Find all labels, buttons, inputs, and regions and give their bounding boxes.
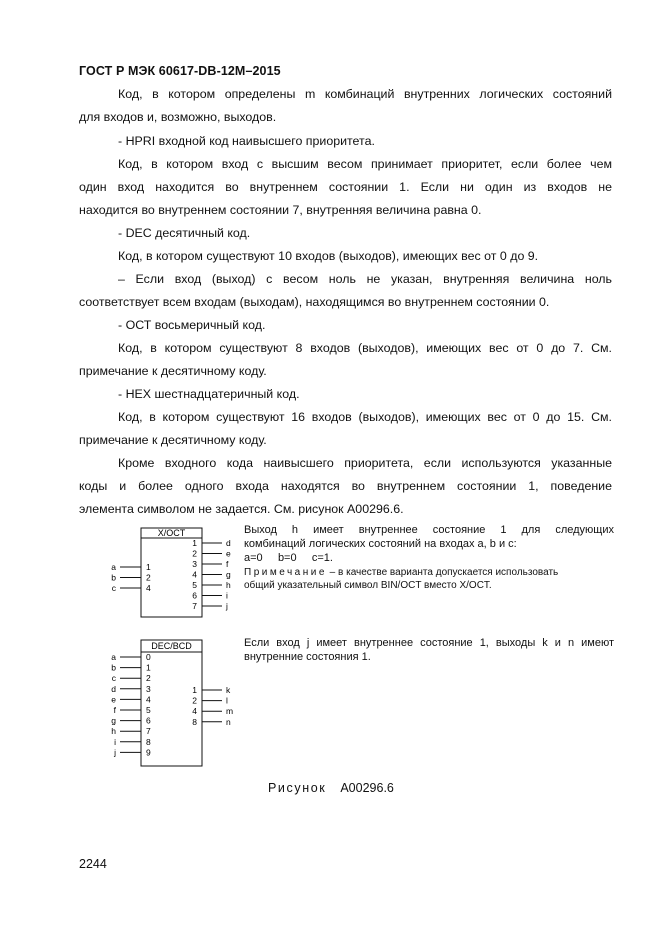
input-label: c <box>111 583 116 593</box>
x-oct-symbol <box>111 528 231 617</box>
input-label: b <box>111 662 116 673</box>
text-line: Кроме входного кода наивысшего приоритета, если используются указанные <box>118 456 612 470</box>
input-weight: 1 <box>146 662 151 673</box>
input-weight: 9 <box>146 747 151 758</box>
text-line: Код, в котором существуют 10 входов (выходов), имеющих вес от 0 до 9. <box>118 249 539 263</box>
input-label: f <box>113 705 116 715</box>
figure-caption <box>268 781 394 795</box>
output-weight: 1 <box>192 538 197 548</box>
input-label: d <box>111 683 116 694</box>
input-label: h <box>111 726 116 737</box>
output-label: l <box>226 695 228 706</box>
input-weight: 3 <box>146 683 151 694</box>
input-weight: 2 <box>146 673 151 684</box>
text-line: – Если вход (выход) с весом ноль не указан, внутренняя величина ноль <box>118 272 612 286</box>
output-weight: 5 <box>192 580 197 590</box>
input-label: g <box>111 715 116 726</box>
figure1-description: комбинаций логических состояний на входах a, b и c: <box>244 538 517 550</box>
output-label: f <box>226 559 229 569</box>
text-line: находится во внутреннем состоянии 7, внутренняя величина равна 0. <box>79 203 482 217</box>
input-weight: 7 <box>146 726 151 737</box>
input-weight: 4 <box>146 694 151 705</box>
page-number: 2244 <box>79 857 107 871</box>
input-weight: 0 <box>146 652 151 662</box>
output-label: d <box>226 538 231 548</box>
output-label: i <box>226 590 228 601</box>
output-weight: 3 <box>192 559 197 569</box>
caption-id: А00296.6 <box>340 781 394 795</box>
text-line: Код, в котором вход с высшим весом принимает приоритет, если более чем <box>118 157 612 171</box>
dec-bcd-title: DEC/BCD <box>151 641 192 651</box>
output-label: g <box>226 569 231 580</box>
text-line: для входов и, возможно, выходов. <box>79 110 277 124</box>
input-label: a <box>111 562 116 572</box>
output-label: k <box>226 685 231 695</box>
figure1-note: общий указательный символ BIN/OCT вместо X/OCT. <box>244 580 492 591</box>
output-label: j <box>226 601 228 611</box>
input-weight: 6 <box>146 715 151 726</box>
output-weight: 4 <box>192 569 197 580</box>
text-line: Код, в котором определены m комбинаций внутренних логических состояний <box>118 87 612 101</box>
figure2-description: внутренние состояния 1. <box>244 651 371 663</box>
input-label: a <box>111 652 116 662</box>
output-label: n <box>226 716 231 727</box>
text-line: соответствует всем входам (выходам), находящимся во внутреннем состоянии 0. <box>79 295 550 309</box>
figure1-values: a=0 b=0 c=1. <box>244 552 333 564</box>
output-weight: 4 <box>192 706 197 717</box>
text-line: Код, в котором существуют 16 входов (выходов), имеющих вес от 0 до 15. См. <box>118 410 612 424</box>
text-line: примечание к десятичному коду. <box>79 364 267 378</box>
text-line: примечание к десятичному коду. <box>79 433 267 447</box>
output-weight: 2 <box>192 548 197 559</box>
input-label: j <box>114 747 116 758</box>
output-weight: 8 <box>192 716 197 727</box>
input-label: b <box>111 572 116 583</box>
text-line: - DEC десятичный код. <box>118 226 251 240</box>
text-line: коды и более одного входа находятся во внутреннем состоянии 1, поведение <box>79 479 612 493</box>
input-weight: 4 <box>146 583 151 593</box>
input-label: c <box>111 673 116 684</box>
input-label: i <box>114 736 116 747</box>
text-line: Код, в котором существуют 8 входов (выходов), имеющих вес от 0 до 7. См. <box>118 341 612 355</box>
note-label: Примечание <box>244 567 327 578</box>
note-text: – в качестве варианта допускается использовать <box>326 567 559 578</box>
figure1-description: Выход h имеет внутреннее состояние 1 для следующих <box>244 524 614 536</box>
output-label: h <box>226 580 231 590</box>
output-weight: 2 <box>192 695 197 706</box>
text-line: - HEX шестнадцатеричный код. <box>118 387 300 401</box>
document-header: ГОСТ Р МЭК 60617-DB-12M–2015 <box>79 64 281 78</box>
text-line: один вход находится во внутреннем состоянии 1. Если ни один из входов не <box>79 180 612 194</box>
input-weight: 2 <box>146 572 151 583</box>
input-weight: 8 <box>146 736 151 747</box>
text-line: элемента символом не задается. См. рисунок А00296.6. <box>79 502 404 516</box>
text-line: - HPRI входной код наивысшего приоритета. <box>118 134 375 148</box>
output-weight: 7 <box>192 601 197 611</box>
x-oct-title: X/OCT <box>157 528 186 538</box>
output-weight: 6 <box>192 590 197 601</box>
dec-bcd-symbol <box>111 640 233 766</box>
output-label: m <box>226 706 234 717</box>
text-line: - ОСТ восьмеричный код. <box>118 318 266 332</box>
output-weight: 1 <box>192 685 197 695</box>
caption-word: Рисунок <box>268 781 327 795</box>
input-weight: 1 <box>146 562 151 572</box>
figure2-description: Если вход j имеет внутреннее состояние 1, выходы k и n имеют <box>244 637 614 649</box>
output-label: e <box>226 548 231 559</box>
input-weight: 5 <box>146 705 151 715</box>
input-label: e <box>111 694 116 705</box>
